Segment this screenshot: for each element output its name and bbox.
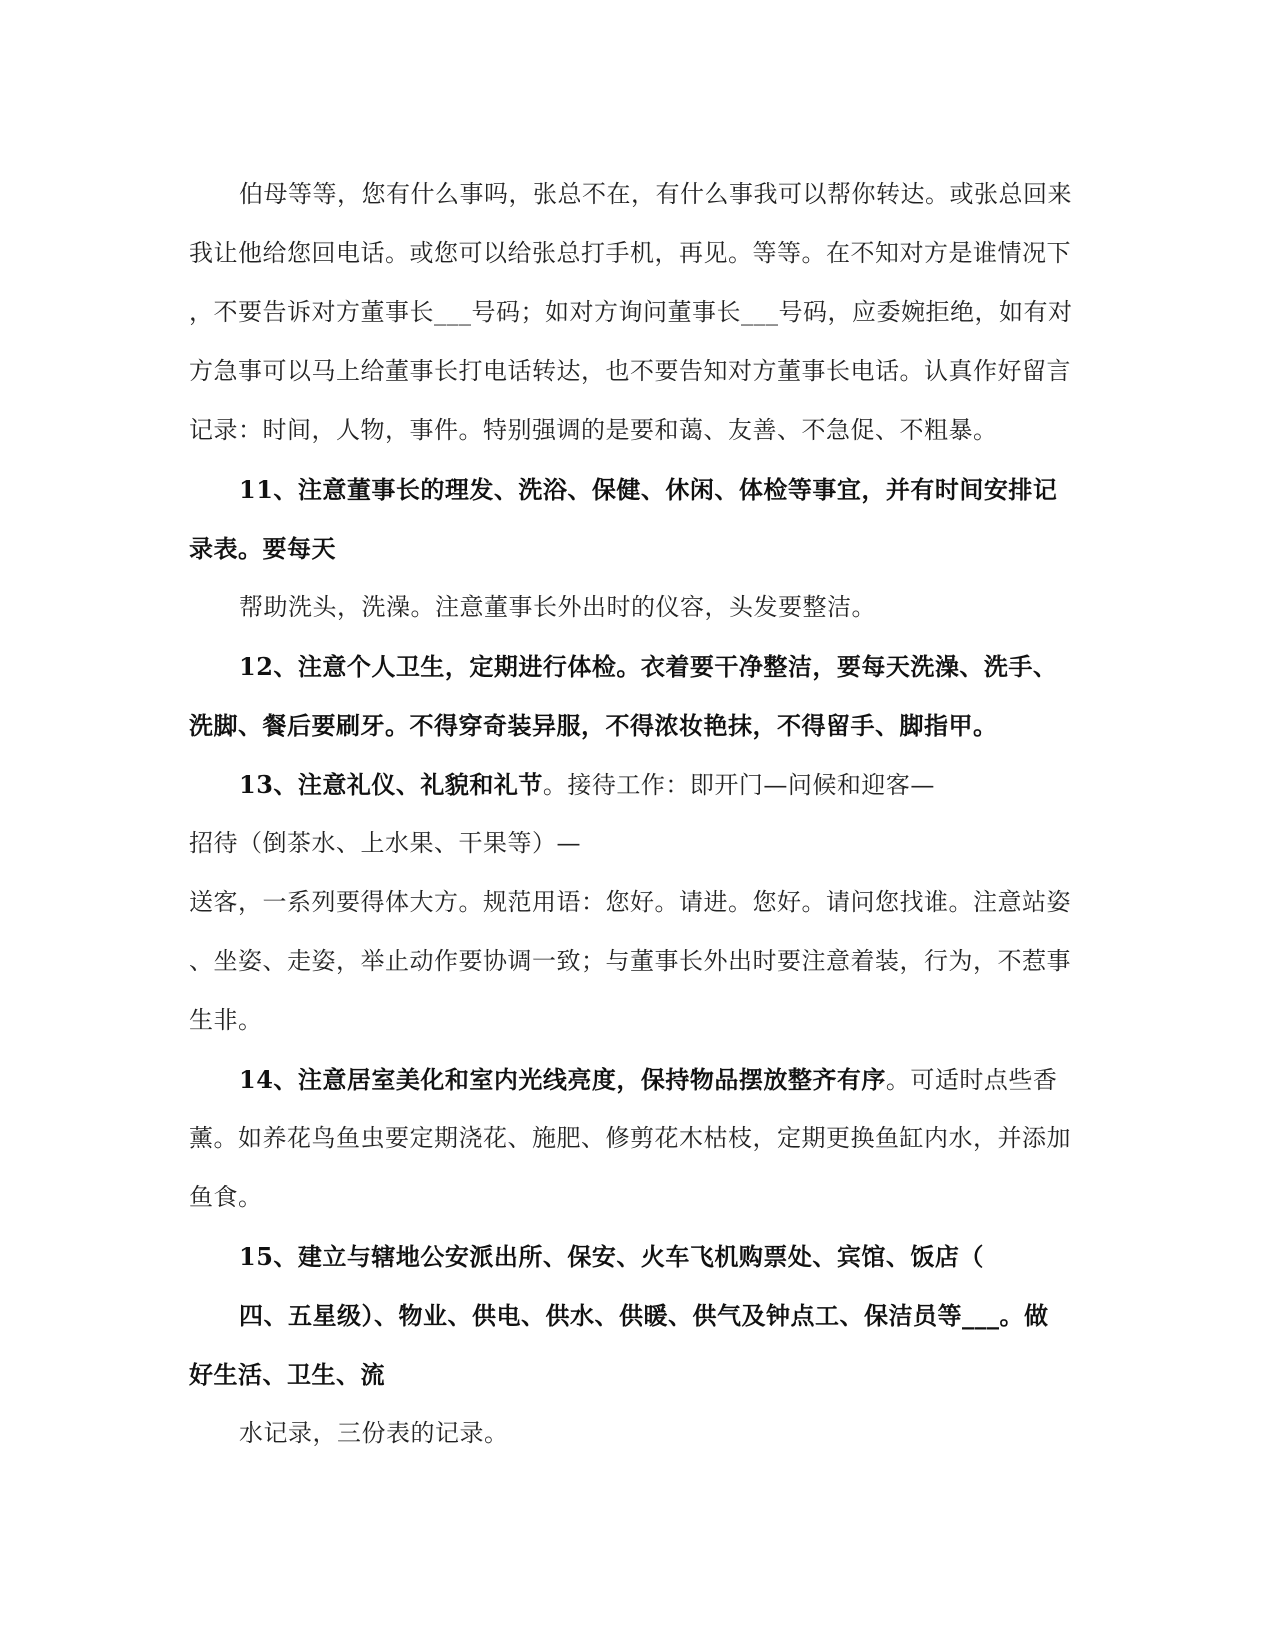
item-14-heading: 14、注意居室美化和室内光线亮度，保持物品摆放整齐有序 [239,1065,886,1094]
item-15-heading: 15、建立与辖地公安派出所、保安、火车飞机购票处、宾馆、饭店（ [239,1242,984,1271]
item-11-heading-continued: 录表。要每天 [189,534,336,563]
body-line: 招待（倒茶水、上水果、干果等）— [189,829,581,857]
item-15-heading-continued: 好生活、卫生、流 [189,1360,385,1389]
body-line: 生非。 [189,1006,263,1034]
body-line: 我让他给您回电话。或您可以给张总打手机，再见。等等。在不知对方是谁情况下 [189,239,1071,267]
item-14-line [189,1050,1089,1109]
body-line: 伯母等等，您有什么事吗，张总不在，有什么事我可以帮你转达。或张总回来 [239,180,1072,208]
item-12-heading-continued: 洗脚、餐后要刷牙。不得穿奇装异服，不得浓妆艳抹，不得留手、脚指甲。 [189,711,998,740]
body-line: 、坐姿、走姿，举止动作要协调一致；与董事长外出时要注意着装，行为，不惹事 [189,947,1071,975]
body-line: 帮助洗头，洗澡。注意董事长外出时的仪容，头发要整洁。 [239,593,876,621]
body-line: 水记录，三份表的记录。 [239,1419,509,1447]
item-11-heading: 11、注意董事长的理发、洗浴、保健、休闲、体检等事宜，并有时间安排记 [239,475,1058,504]
item-15-heading-continued: 四、五星级）、物业、供电、供水、供暖、供气及钟点工、保洁员等___。做 [239,1301,1049,1330]
body-line: 送客，一系列要得体大方。规范用语：您好。请进。您好。请问您找谁。注意站姿 [189,888,1071,916]
body-line: 薰。如养花鸟鱼虫要定期浇花、施肥、修剪花木枯枝，定期更换鱼缸内水，并添加 [189,1124,1071,1152]
body-line: 记录：时间，人物，事件。特别强调的是要和蔼、友善、不急促、不粗暴。 [189,416,998,444]
item-13-line [189,755,1089,814]
document-body [189,165,1089,1463]
item-13-heading: 13、注意礼仪、礼貌和礼节 [239,770,543,799]
body-line: ，不要告诉对方董事长___号码；如对方询问董事长___号码，应委婉拒绝，如有对 [189,298,1073,326]
body-line: 方急事可以马上给董事长打电话转达，也不要告知对方董事长电话。认真作好留言 [189,357,1071,385]
item-12-heading: 12、注意个人卫生，定期进行体检。衣着要干净整洁，要每天洗澡、洗手、 [239,652,1058,681]
item-13-text: 。接待工作：即开门—问候和迎客— [542,771,935,799]
item-14-text: 。可适时点些香 [885,1066,1058,1094]
body-line: 鱼食。 [189,1183,263,1211]
